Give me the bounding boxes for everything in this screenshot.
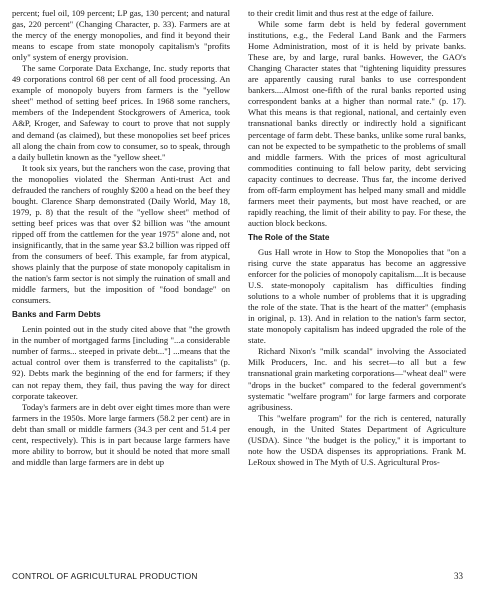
section-heading: Banks and Farm Debts: [12, 310, 101, 320]
paragraph: It took six years, but the ranchers won the case, proving that the monopolies violated the Sherman Anti-trust Act and defrauded the ranchers of roughly $200 a head on the beef they bought. Clarence Sharp demonstrated (Daily World, May 18, 1979, p. 8) that the result of the "yellow sheet" method of setting beef prices was that over $2 billion was "the amount ripped off from the cattlemen for the year 1975" alone and, not insignificantly, that in the same year $3.2 billion was ripped off from the consumers of beef. This example, far from atypical, shows plainly that the purpose of state monopoly capitalism in the nation's farm sector is not simply the ruination of small and middle farmers, but the imposition of "food bondage" on consumers.: [12, 162, 230, 306]
section-heading: The Role of the State: [248, 232, 330, 242]
paragraph: Today's farmers are in debt over eight times more than were farmers in the 1950s. More large farmers (58.2 per cent) are in debt than small or middle farmers (34.3 per cent and 51.4 per cent, respectively). This is in part because large farmers have more ability to borrow, but it should be noted that more small and middle than large farmers are in debt up: [12, 401, 230, 467]
right-column: [248, 8, 466, 468]
paragraph: to their credit limit and thus rest at the edge of failure.: [248, 8, 434, 18]
running-footer-title: CONTROL OF AGRICULTURAL PRODUCTION: [12, 571, 198, 581]
paragraph: percent; fuel oil, 109 percent; LP gas, 130 percent; and natural gas, 220 percent" (Changing Character, p. 33). Farmers are at the mercy of the energy monopolies, and find it beyond their means to escape from state monopoly capitalism's "profits only" system of energy provision.: [12, 8, 230, 63]
paragraph: Gus Hall wrote in How to Stop the Monopolies that "on a rising curve the state apparatus has become an aggressive enforcer for the policies of monopoly capitalism....It is because U.S. state-monopoly capitalism has difficulties finding solutions to a whole number of problems that it is upgrading the role of the state. That is the heart of the matter" (emphasis in original, p. 13). And in relation to the nation's farm sector, state monopoly capitalism has indeed upgraded the role of the state.: [248, 246, 466, 346]
paragraph: Lenin pointed out in the study cited above that "the growth in the number of mortgaged farms [including "...a considerable number of farms... steeped in private debt..."] ...means that the actual control over them is transferred to the capitalists" (p. 92). Debts mark the beginning of the end for farmers; if they can not repay them, they fail, thus paving the way for direct corporate takeover.: [12, 324, 230, 401]
page-number: 33: [454, 571, 463, 581]
paragraph: The same Corporate Data Exchange, Inc. study reports that 49 corporations control 68 per cent of all food processing. An example of monopoly buyers from farmers is the "yellow sheet" method of setting beef prices. In 1968 some ranchers, members of the Independent Stockgrowers of America, took A&P, Kroger, and Safeway to court to prove that not supply and demand (as claimed), but these monopolies set beef prices all along the chain from cow to consumer, so to speak, through a daily bulletin known as the "yellow sheet.": [12, 63, 230, 162]
paragraph: Richard Nixon's "milk scandal" involving the Associated Milk Producers, Inc. and his secret—to all but a few transnational grain marketing corporations—"wheat deal" were "drops in the bucket" compared to the federal government's systematic "welfare program" for large farmers and corporate agribusiness.: [248, 346, 466, 412]
left-column: [12, 8, 230, 468]
paragraph: While some farm debt is held by federal government institutions, e.g., the Federal Land Bank and the Farmers Home Administration, most of it is held by private banks. These are, by and large, rural banks. However, the GAO's Changing Character states that "tightening liquidity pressures are apparently causing rural banks to use correspondent bankers....Almost one-fifth of the rural banks reported using correspondent banks at a higher than normal rate." (p. 17). What this means is that regional, national, and certainly even transnational banks directly or indirectly hold a significant percentage of farm debt. These banks, unlike some rural banks, can not be expected to be sympathetic to the problems of small and middle farmers. With the prices of most agricultural commodities continuing to fall below parity, debt servicing capacity continues to decrease. Thus far, the income derived from off-farm employment has helped many small and middle farmers meet their payments, but most have reached, or are rapidly reaching, the limit of their ability to pay. For these, the auction block beckons.: [248, 19, 466, 228]
paragraph: This "welfare program" for the rich is centered, naturally enough, in the United States Department of Agriculture (USDA). Since "the budget is the policy," it is important to note how the USDA dispenses its appropriations. Frank M. LeRoux showed in The Myth of U.S. Agricultural Pros-: [248, 412, 466, 467]
